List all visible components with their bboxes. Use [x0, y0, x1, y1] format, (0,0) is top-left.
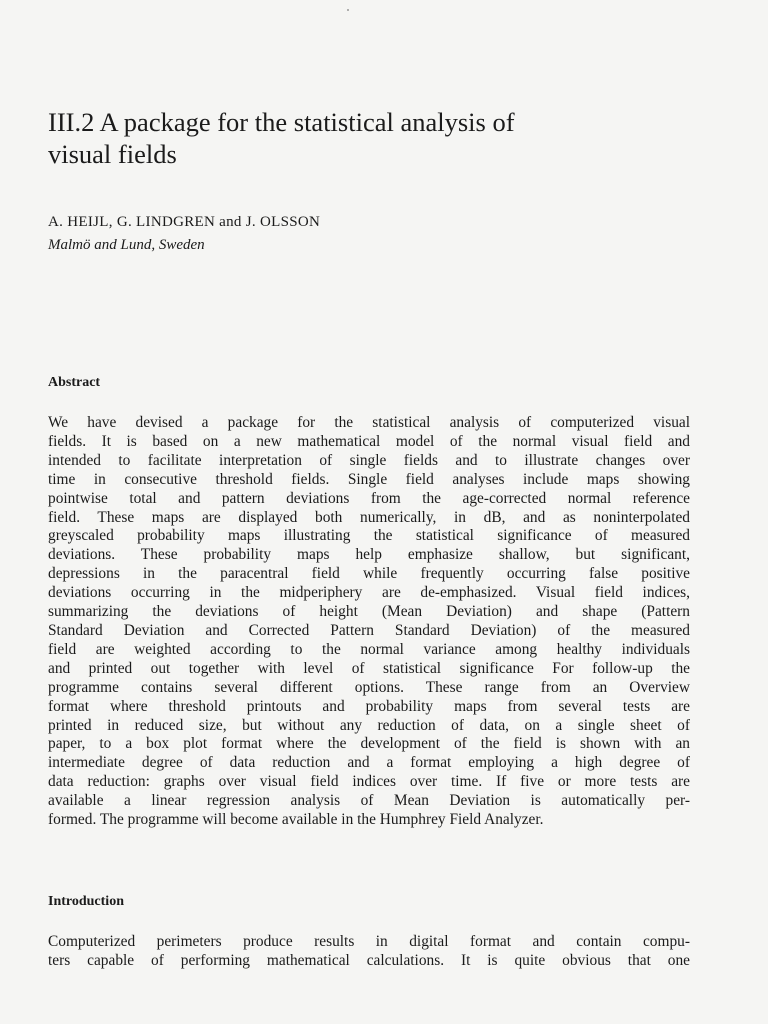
abstract-line: field are weighted according to the normal variance among healthy individuals	[48, 640, 690, 658]
introduction-heading: Introduction	[48, 894, 124, 909]
abstract-line: pointwise total and pattern deviations from the age-corrected normal reference	[48, 489, 690, 507]
abstract-line: fields. It is based on a new mathematical model of the normal visual field and	[48, 432, 690, 450]
abstract-line: greyscaled probability maps illustrating the statistical significance of measured	[48, 527, 690, 545]
abstract-line: intermediate degree of data reduction and a format employing a high degree of	[48, 754, 690, 772]
abstract-line: field. These maps are displayed both numerically, in dB, and as noninterpolated	[48, 508, 690, 526]
abstract-line: available a linear regression analysis of Mean Deviation is automatically per-	[48, 792, 690, 810]
abstract-line: deviations occurring in the midperiphery are de-emphasized. Visual field indices,	[48, 584, 690, 602]
abstract-line: format where threshold printouts and probability maps from several tests are	[48, 697, 690, 715]
introduction-line: Computerized perimeters produce results in digital format and contain compu-	[48, 933, 690, 950]
introduction-line: ters capable of performing mathematical calculations. It is quite obvious that one	[48, 951, 690, 969]
abstract-line: Standard Deviation and Corrected Pattern Standard Deviation) of the measured	[48, 621, 690, 639]
abstract-line: printed in reduced size, but without any reduction of data, on a single sheet of	[48, 716, 690, 734]
abstract-line: summarizing the deviations of height (Mean Deviation) and shape (Pattern	[48, 603, 690, 621]
abstract-line: depressions in the paracentral field while frequently occurring false positive	[48, 565, 690, 583]
introduction-body	[48, 933, 690, 971]
abstract-line: time in consecutive threshold fields. Single field analyses include maps showing	[48, 470, 690, 488]
title-line: visual fields	[48, 139, 177, 169]
abstract-heading: Abstract	[48, 375, 101, 390]
paper-title	[48, 106, 668, 170]
abstract-line: data reduction: graphs over visual field indices over time. If five or more tests are	[48, 773, 690, 791]
abstract-line: formed. The programme will become available in the Humphrey Field Analyzer.	[48, 811, 544, 829]
title-line: III.2 A package for the statistical analysis of	[48, 107, 515, 137]
scan-artifact	[347, 9, 349, 11]
authors: A. HEIJL, G. LINDGREN and J. OLSSON	[48, 214, 321, 230]
abstract-line: We have devised a package for the statistical analysis of computerized visual	[48, 414, 690, 431]
abstract-line: intended to facilitate interpretation of single fields and to illustrate changes over	[48, 451, 690, 469]
abstract-body	[48, 414, 690, 830]
abstract-line: programme contains several different options. These range from an Overview	[48, 678, 690, 696]
affiliation: Malmö and Lund, Sweden	[48, 237, 205, 253]
abstract-line: paper, to a box plot format where the development of the field is shown with an	[48, 735, 690, 753]
abstract-line: and printed out together with level of statistical significance For follow-up the	[48, 659, 690, 677]
abstract-line: deviations. These probability maps help emphasize shallow, but significant,	[48, 546, 690, 564]
